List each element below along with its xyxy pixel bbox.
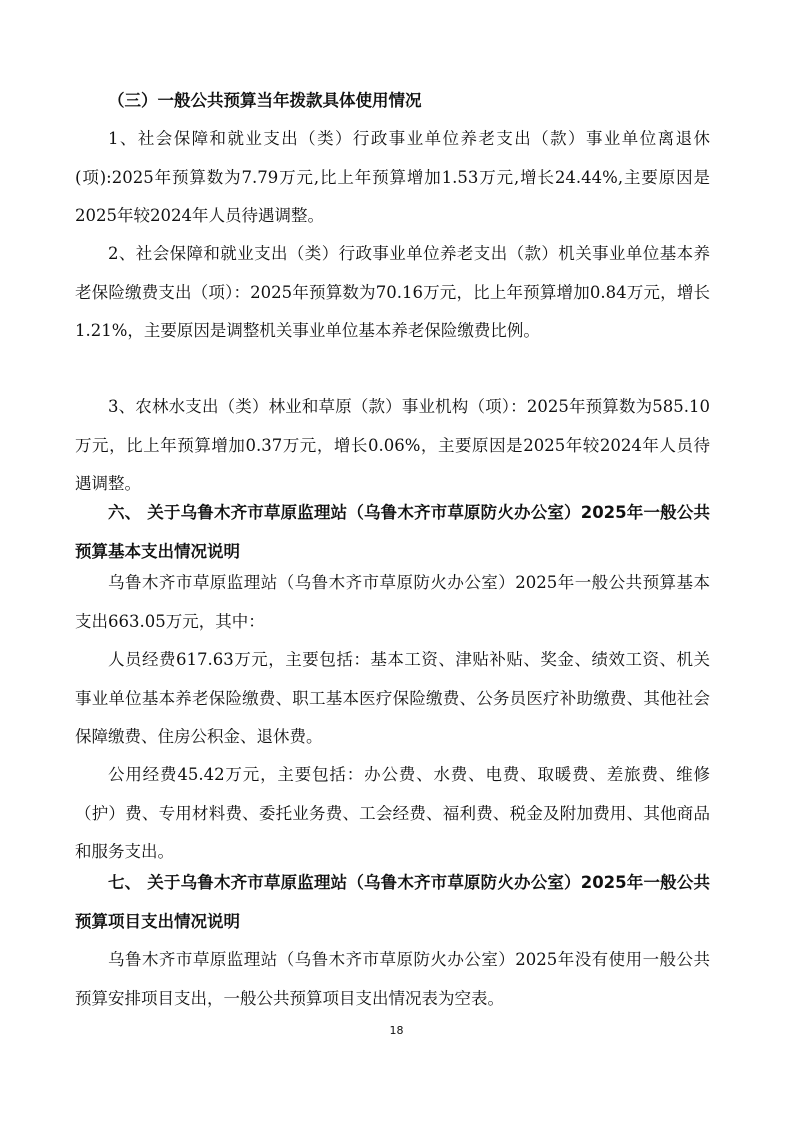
section-heading-6: 六、 关于乌鲁木齐市草原监理站（乌鲁木齐市草原防火办公室）2025年一般公共预算基本支出情况说明 bbox=[75, 503, 710, 561]
paragraph-public-funds: 公用经费45.42万元，主要包括：办公费、水费、电费、取暖费、差旅费、维修（护）费、专用材料费、委托业务费、工会经费、福利费、税金及附加费用、其他商品和服务支出。 bbox=[75, 765, 710, 861]
paragraph-item-2: 2、社会保障和就业支出（类）行政事业单位养老支出（款）机关事业单位基本养老保险缴费支出（项）：2025年预算数为70.16万元，比上年预算增加0.84万元，增长1.21%，主要原因是调整机关事业单位基本养老保险缴费比例。 bbox=[75, 244, 710, 340]
paragraph-project-expenditure: 乌鲁木齐市草原监理站（乌鲁木齐市草原防火办公室）2025年没有使用一般公共预算安排项目支出，一般公共预算项目支出情况表为空表。 bbox=[75, 950, 710, 1008]
paragraph-item-1: 1、社会保障和就业支出（类）行政事业单位养老支出（款）事业单位离退休(项):2025年预算数为7.79万元,比上年预算增加1.53万元,增长24.44%,主要原因是2025年较2024年人员待遇调整。 bbox=[75, 129, 710, 225]
page-number: 18 bbox=[389, 1024, 404, 1037]
section-heading-7: 七、 关于乌鲁木齐市草原监理站（乌鲁木齐市草原防火办公室）2025年一般公共预算项目支出情况说明 bbox=[75, 873, 710, 931]
section-heading-budget-usage: （三）一般公共预算当年拨款具体使用情况 bbox=[108, 91, 422, 110]
paragraph-item-3: 3、农林水支出（类）林业和草原（款）事业机构（项）：2025年预算数为585.10万元，比上年预算增加0.37万元，增长0.06%，主要原因是2025年较2024年人员待遇调整。 bbox=[75, 397, 710, 493]
paragraph-personnel-funds: 人员经费617.63万元，主要包括：基本工资、津贴补贴、奖金、绩效工资、机关事业单位基本养老保险缴费、职工基本医疗保险缴费、公务员医疗补助缴费、其他社会保障缴费、住房公积金、退休费。 bbox=[75, 650, 710, 746]
paragraph-basic-expenditure: 乌鲁木齐市草原监理站（乌鲁木齐市草原防火办公室）2025年一般公共预算基本支出663.05万元，其中： bbox=[75, 573, 710, 631]
